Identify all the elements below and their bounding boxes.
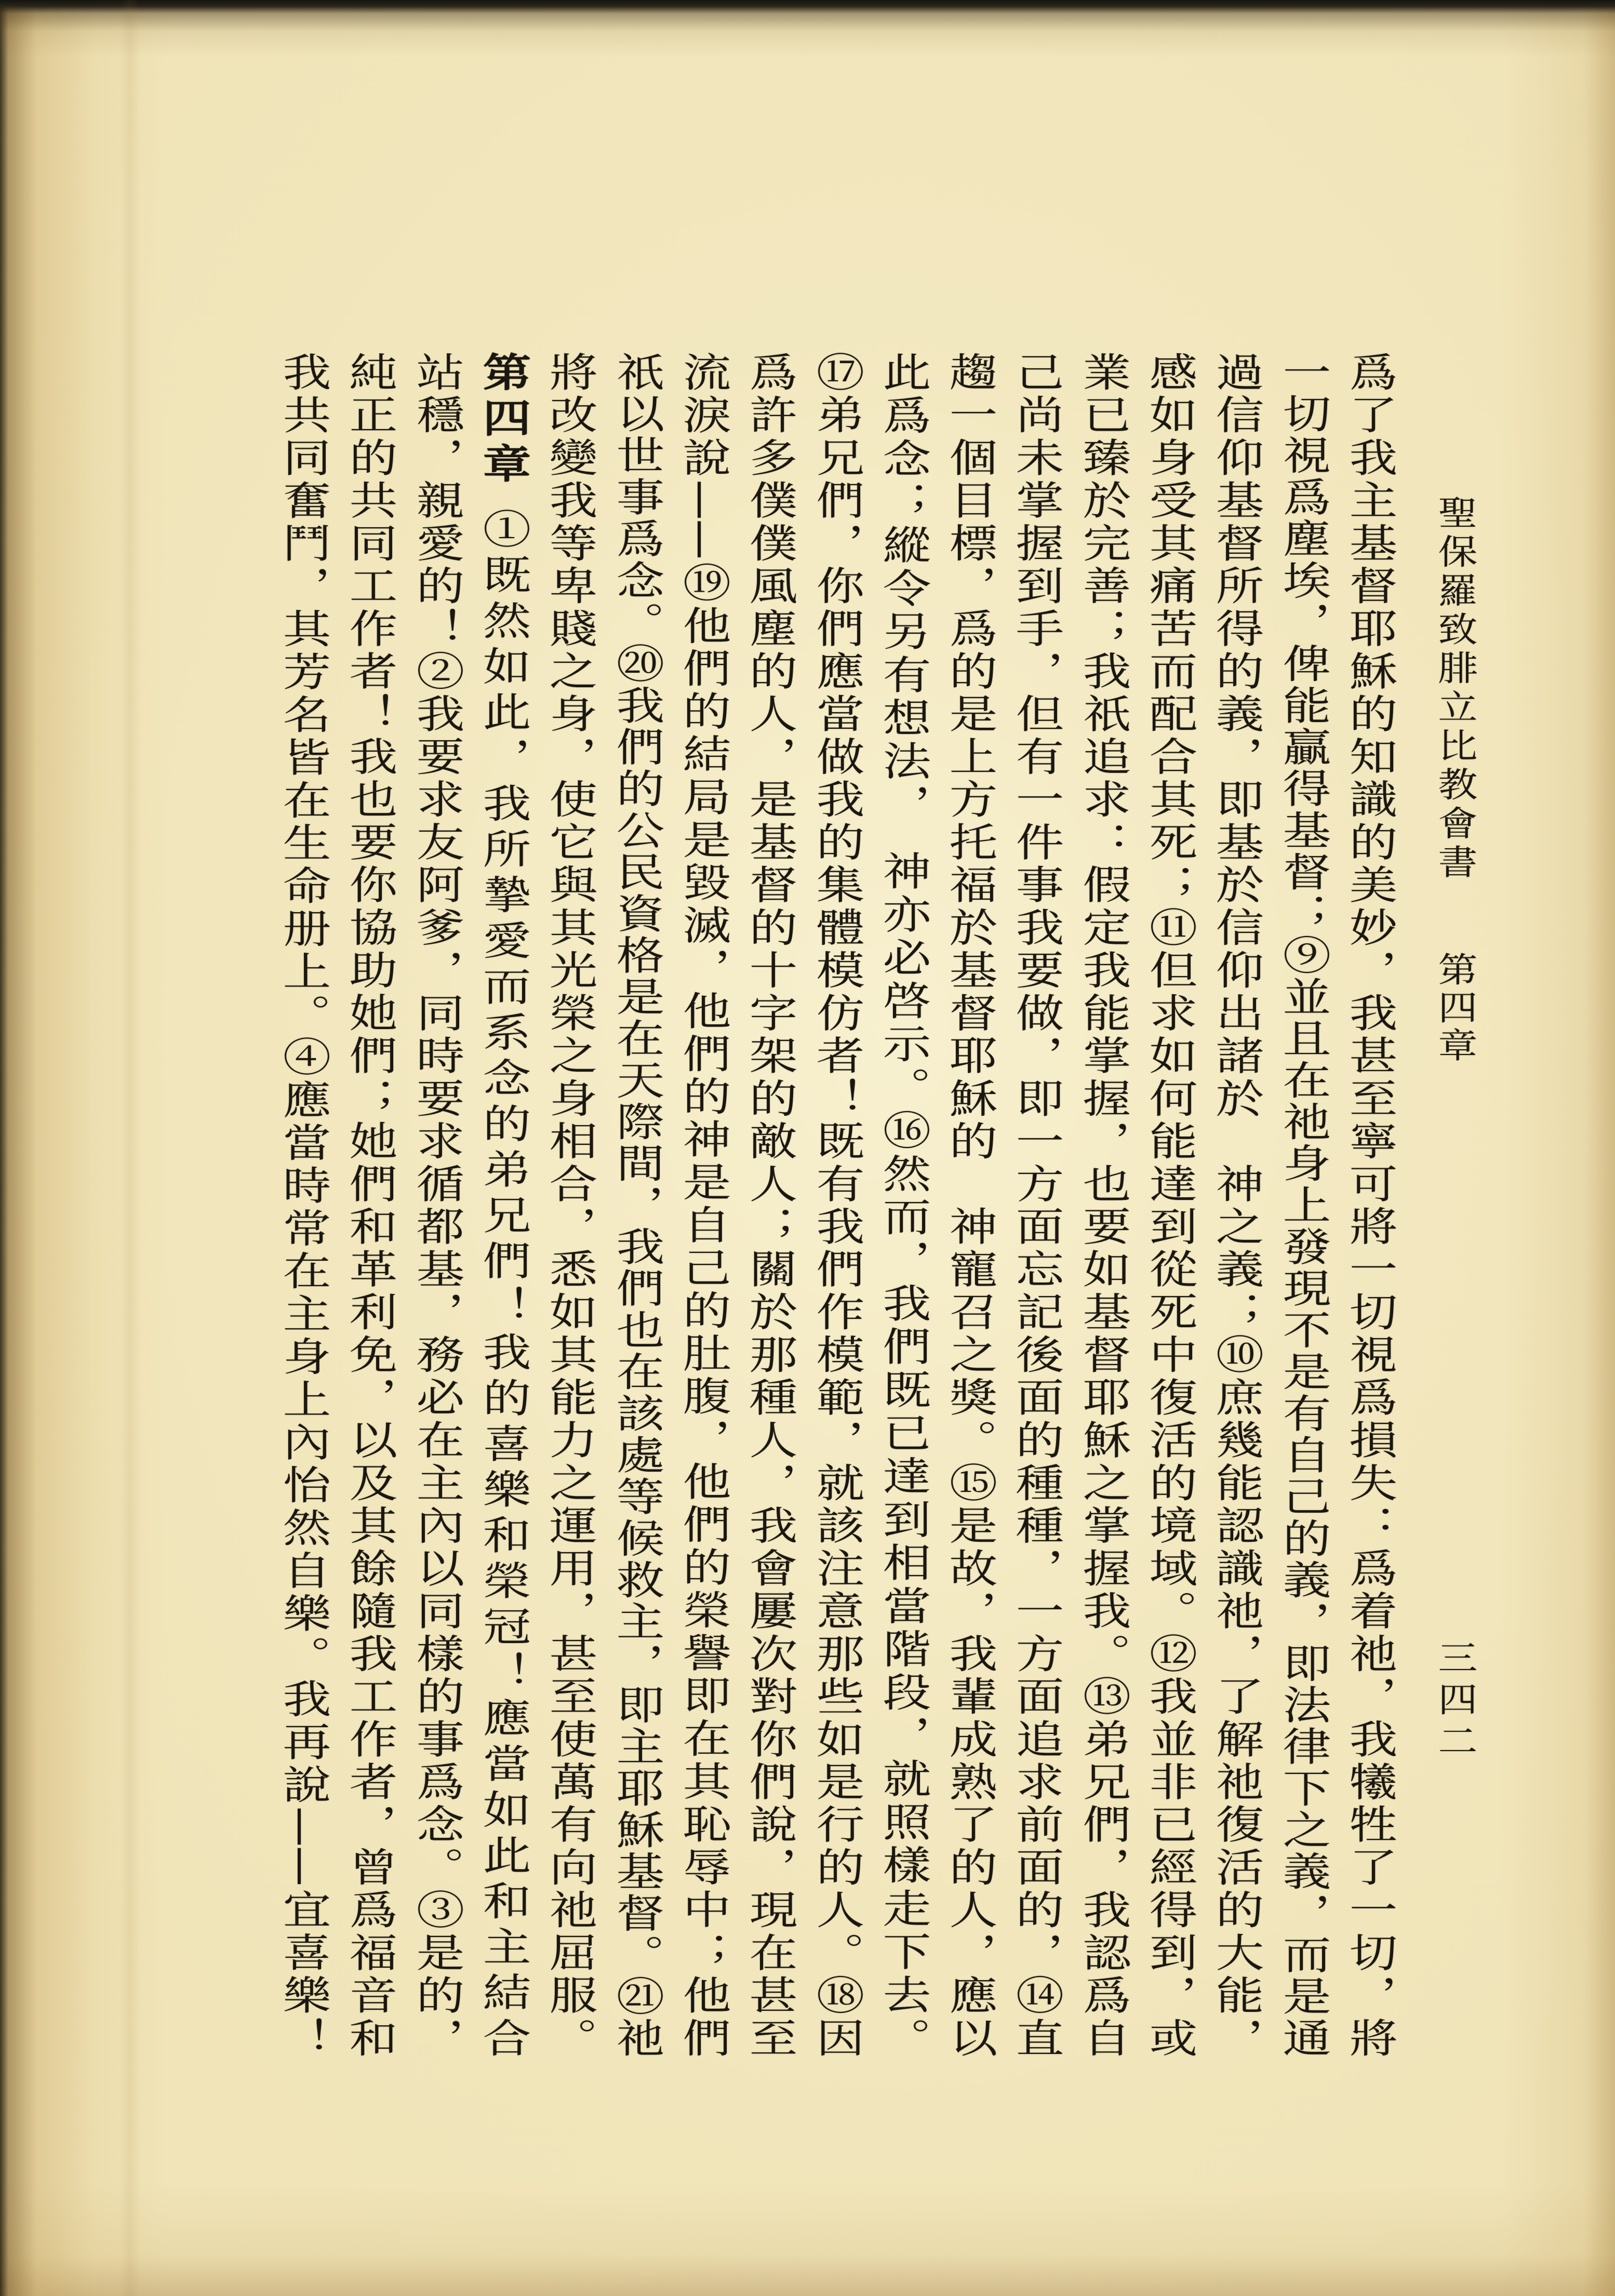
text-column-body: ①既然如此，我所摯愛而系念的弟兄們！我的喜樂和榮冠！應當如此和主結合	[475, 509, 531, 2058]
text-column: 己尚未掌握到手，但有一件事我要做，即一方面忘記後面的種種，一方面追求前面的，⑭直	[1008, 352, 1064, 2057]
text-column: 此爲念；縱令另有想法， 神亦必啓示。⑯然而，我們既已達到相當階段，就照樣走下去。	[875, 352, 931, 2057]
text-column: 我共同奮鬥，其芳名皆在生命册上。④應當時常在主身上內怡然自樂。我再說——宜喜樂！	[275, 352, 331, 2057]
text-column: 將改變我等卑賤之身，使它與其光榮之身相合，悉如其能力之運用，甚至使萬有向祂屈服。	[541, 352, 598, 2057]
chapter-heading: 第四章	[475, 352, 531, 489]
text-column: 流淚說——⑲他們的結局是毀滅，他們的神是自己的肚腹，他們的榮譽即在其恥辱中；他們	[675, 352, 731, 2057]
text-column: ⑰弟兄們，你們應當做我的集體模仿者！既有我們作模範，就該注意那些如是行的人。⑱因	[808, 352, 865, 2057]
running-title: 聖保羅致腓立比教會書	[1431, 495, 1477, 878]
text-column: 站穩，親愛的！②我要求友阿爹，同時要求循都基，務必在主內以同樣的事爲念。③是的，	[408, 352, 465, 2057]
text-column: 趨一個目標，爲的是上方托福於基督耶穌的 神寵召之獎。⑮是故，我輩成熟了的人，應以	[941, 352, 998, 2057]
text-column: 爲了我主基督耶穌的知識的美妙，我甚至寧可將一切視爲損失：爲着祂，我犧牲了一切，將	[1341, 352, 1398, 2057]
page-number: 三四二	[1431, 1640, 1477, 1757]
running-chapter: 第四章	[1431, 952, 1477, 1062]
text-column: 祇以世事爲念。⑳我們的公民資格是在天際間，我們也在該處等候救主，即主耶穌基督。㉑祂	[608, 352, 665, 2057]
binding-crease	[119, 0, 140, 2296]
text-column: 純正的共同工作者！我也要你協助她們；她們和革利免，以及其餘隨我工作者，曾爲福音和	[341, 352, 398, 2057]
text-column: 業已臻於完善；我祇追求：假定我能掌握，也要如基督耶穌之掌握我。⑬弟兄們，我認爲自	[1075, 352, 1131, 2057]
text-column-chapter-start	[471, 352, 535, 2057]
text-column: 一切視爲塵埃，俾能贏得基督；⑨並且在祂身上發現不是有自己的義，即法律下之義，而是通	[1275, 352, 1331, 2057]
text-column: 過信仰基督所得的義，即基於信仰出諸於 神之義；⑩庶幾能認識祂，了解祂復活的大能，	[1208, 352, 1264, 2057]
text-column: 爲許多僕僕風塵的人，是基督的十字架的敵人；關於那種人，我會屢次對你們說，現在甚至	[741, 352, 798, 2057]
text-column: 感如身受其痛苦而配合其死；⑪但求如何能達到從死中復活的境域。⑫我並非已經得到，或	[1141, 352, 1198, 2057]
